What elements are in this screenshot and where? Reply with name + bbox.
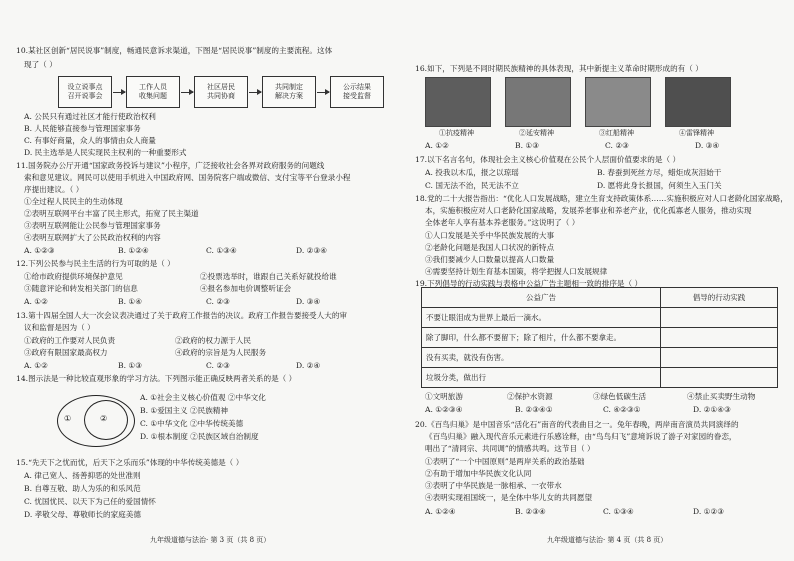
q12-item-2: ②投票选举时，谁跟自己关系好就投给谁 xyxy=(200,272,337,281)
q13-item-2: ②政府的权力源于人民 xyxy=(175,336,251,345)
q17-option-a: A. 投我以木瓜，报之以琼瑶 xyxy=(425,168,519,177)
q17-option-d: D. 愿将此身长报国，何须生入玉门关 xyxy=(597,181,722,190)
q11-option-d: D. ②③④ xyxy=(296,246,328,255)
venn-inner-label: ② xyxy=(100,414,108,423)
q18-stem-2: 本，实施积极应对人口老龄化国家战略，发展养老事业和养老产业，优化孤寡老人服务，推动实现 xyxy=(425,206,752,215)
q20-item-3: ③表明了中华民族是一脉相承、一衣带水 xyxy=(425,481,562,490)
q20-option-c: C. ①③④ xyxy=(603,507,634,516)
q12-stem: 12.下列公民参与民主生活的行为可取的是（ ） xyxy=(16,259,175,268)
q19-table xyxy=(421,287,778,388)
flow-box-5: 公示结果 接受监督 xyxy=(330,76,384,108)
flow-arrow-icon xyxy=(181,92,193,93)
q12-option-b: B. ①④ xyxy=(118,297,143,306)
q17-option-c: C. 国无法不治，民无法不立 xyxy=(425,181,519,190)
q20-stem: 20.《百鸟归巢》是中国音乐“活化石”南音的代表曲目之一。兔年春晚，两岸南音演员共同演绎的 xyxy=(415,420,739,429)
table-row: 不要让眼泪成为世界上最后一滴水。 xyxy=(422,308,778,328)
q10-option-c: C. 有事好商量，众人的事情由众人商量 xyxy=(24,136,156,145)
q15-option-b: B. 自尊互敬、助人为乐的和乐风范 xyxy=(24,484,141,493)
q13-option-b: B. ①③ xyxy=(118,361,143,370)
right-page xyxy=(397,0,794,561)
q19-option-d: D. ②①④③ xyxy=(693,405,731,414)
q11-item-2: ②表明互联网平台丰富了民主形式，拓宽了民主渠道 xyxy=(24,209,199,218)
q16-option-a: A. ①② xyxy=(425,141,449,150)
photo-anti-epidemic xyxy=(425,77,491,127)
q13-item-4: ④政府的宗旨是为人民服务 xyxy=(175,348,267,357)
photo-lei-feng xyxy=(665,77,731,127)
q20-option-a: A. ①②④ xyxy=(425,507,456,516)
photo-red-boat xyxy=(585,77,651,127)
q16-option-c: C. ②③ xyxy=(605,141,629,150)
q14-option-b: B. ①爱国主义 ②民族精神 xyxy=(140,406,228,415)
q18-stem: 18.党的二十大报告指出：“优化人口发展战略，建立生育支持政策体系……实施积极应对人口老龄化国家战略， xyxy=(415,194,788,203)
table-header-row xyxy=(422,288,778,308)
flow-arrow-icon xyxy=(113,92,125,93)
q18-item-2: ②老龄化问题是我国人口状况的新特点 xyxy=(425,243,555,252)
q20-item-1: ①表明了“一个中国原则”是两岸关系的政治基础 xyxy=(425,457,585,466)
q13-item-1: ①政府的工作要对人民负责 xyxy=(24,336,116,345)
q15-option-c: C. 忧国忧民、以天下为己任的爱国情怀 xyxy=(24,497,156,506)
flow-box-2: 工作人员 收集问题 xyxy=(126,76,180,108)
q14-option-c: C. ①中华文化 ②中华传统美德 xyxy=(140,419,244,428)
table-row: 除了脚印，什么都不要留下；除了相片，什么都不要拿走。 xyxy=(422,328,778,348)
q15-option-d: D. 孝敬父母、尊敬师长的家庭美德 xyxy=(24,510,141,519)
q18-item-3: ③我们要减少人口数量以提高人口数量 xyxy=(425,255,555,264)
q20-item-4: ④表明实现祖国统一，是全体中华儿女的共同愿望 xyxy=(425,493,593,502)
q11-item-4: ④表明互联网扩大了公民政治权利的内容 xyxy=(24,233,161,242)
page-footer-3: 九年级道德与法治· 第 3 页（共 8 页） xyxy=(150,536,271,544)
caption-4: ④雷锋精神 xyxy=(679,129,714,137)
q13-option-d: D. ②④ xyxy=(296,361,321,370)
q19-option-a: A. ①②③④ xyxy=(425,405,463,414)
q10-stem: 10.某社区创新“居民说事”制度，畅通民意诉求渠道，下图是“居民说事”制度的主要流程。这体 xyxy=(16,46,333,55)
q17-option-b: B. 春蚕到死丝方尽，蜡炬成灰泪始干 xyxy=(597,168,722,177)
q10-option-a: A. 公民只有通过社区才能行使政治权利 xyxy=(24,112,156,121)
flow-box-4: 共同制定 解决方案 xyxy=(262,76,316,108)
q12-option-d: D. ③④ xyxy=(296,297,321,306)
q19-option-b: B. ②③④① xyxy=(515,405,553,414)
q20-stem-3: 唱出了“清同宗、共同调”的情感共鸣。这节目（ ） xyxy=(425,444,595,453)
photo-yanan xyxy=(505,77,571,127)
q11-option-a: A. ①②③ xyxy=(24,246,55,255)
table-header-action: 倡导的行动实践 xyxy=(661,288,778,308)
table-row: 垃圾分类，做出行 xyxy=(422,368,778,388)
q18-stem-3: 全体老年人享有基本养老服务。”这说明了（ ） xyxy=(425,218,580,227)
q15-option-a: A. 律己宽人、扬善抑恶的处世准则 xyxy=(24,471,141,480)
q13-stem: 13.第十四届全国人大一次会议表决通过了关于政府工作报告的决议。政府工作报告要接受人大的审 xyxy=(16,311,348,320)
q10-flowchart xyxy=(58,76,384,108)
q19-item-1: ①文明旅游 xyxy=(425,392,463,401)
q18-item-4: ④需要坚持计划生育基本国策，将学把握人口发展规律 xyxy=(425,267,608,276)
q11-option-c: C. ①③④ xyxy=(206,246,237,255)
q20-stem-2: 《百鸟归巢》融入现代音乐元素进行乐感诠释，由“鸟鸟归飞”意境诉说了游子对家园的眷恋， xyxy=(425,432,737,441)
q12-item-3: ③随意评论和转发相关部门的信息 xyxy=(24,284,138,293)
q20-option-d: D. ①②③ xyxy=(693,507,725,516)
caption-1: ①抗疫精神 xyxy=(439,129,474,137)
q11-item-1: ①全过程人民民主的生动体现 xyxy=(24,197,123,206)
flow-arrow-icon xyxy=(249,92,261,93)
q13-option-a: A. ①② xyxy=(24,361,48,370)
flow-box-3: 社区居民 共同协商 xyxy=(194,76,248,108)
q13-stem-2: 议和监督是因为（ ） xyxy=(24,323,95,332)
q12-item-4: ④报名参加电价调整听证会 xyxy=(200,284,292,293)
q12-option-c: C. ②③ xyxy=(206,297,230,306)
q14-option-a: A. ①社会主义核心价值观 ②中华文化 xyxy=(140,393,266,402)
q11-option-b: B. ①②④ xyxy=(118,246,149,255)
q18-item-1: ①人口发展是关乎中华民族发展的大事 xyxy=(425,231,555,240)
q19-stem: 19.下列倡导的行动实践与表格中公益广告主题相一致的排序是（ ） xyxy=(415,279,643,288)
q20-item-2: ②有助于增加中华民族文化认同 xyxy=(425,469,532,478)
q14-stem: 14.图示法是一种比较直观形象的学习方法。下列图示能正确反映两者关系的是（ ） xyxy=(16,374,297,383)
q14-option-d: D. ①根本制度 ②民族区域自治制度 xyxy=(140,432,259,441)
q11-stem-2: 索和意见建议。网民可以使用手机进入中国政府网、国务院客户端或微信、支付宝等平台登录小程 xyxy=(24,173,351,182)
table-row: 没有买卖，就没有伤害。 xyxy=(422,348,778,368)
q19-item-4: ④禁止买卖野生动物 xyxy=(687,392,756,401)
q17-stem: 17.以下名言名句，体现社会主义核心价值观在公民个人层面价值要求的是（ ） xyxy=(415,155,681,164)
q10-option-d: D. 民主选举是人民实现民主权利的一种重要形式 xyxy=(24,148,187,157)
q15-stem: 15.“先天下之忧而忧，后天下之乐而乐”体现的中华传统美德是（ ） xyxy=(16,458,244,467)
q10-option-b: B. 人民能够直接参与管理国家事务 xyxy=(24,124,141,133)
table-header-ad: 公益广告 xyxy=(422,288,661,308)
q16-option-b: B. ①③ xyxy=(515,141,540,150)
q19-item-3: ③绿色低碳生活 xyxy=(593,392,647,401)
caption-3: ③红船精神 xyxy=(599,129,634,137)
flow-arrow-icon xyxy=(317,92,329,93)
q11-stem: 11.国务院办公厅开通“国家政务投诉与建议”小程序，广泛接收社会各界对政府服务的问题线 xyxy=(16,161,325,170)
q13-item-3: ③政府有限国家最高权力 xyxy=(24,348,108,357)
q11-stem-3: 序提出建议。（ ） xyxy=(24,185,84,194)
caption-2: ②延安精神 xyxy=(519,129,554,137)
q16-stem: 16.如下，下列是不同时期民族精神的具体表现，其中新提主义革命时期形成的有（ ） xyxy=(415,64,703,73)
q12-option-a: A. ①② xyxy=(24,297,48,306)
q12-item-1: ①给市政府提供环境保护意见 xyxy=(24,272,123,281)
q10-stem-cont: 现了（ ） xyxy=(24,60,57,69)
q19-item-2: ②保护水资源 xyxy=(507,392,553,401)
flow-box-1: 设立说事点 召开说事会 xyxy=(58,76,112,108)
q13-option-c: C. ②③ xyxy=(206,361,230,370)
q20-option-b: B. ②③④ xyxy=(515,507,546,516)
page-footer-4: 九年级道德与法治· 第 4 页（共 8 页） xyxy=(547,536,668,544)
q11-item-3: ③表明互联网能让公民参与管理国家事务 xyxy=(24,221,161,230)
q16-option-d: D. ③④ xyxy=(695,141,720,150)
venn-outer-label: ① xyxy=(64,414,72,423)
q19-option-c: C. ④②③① xyxy=(603,405,641,414)
